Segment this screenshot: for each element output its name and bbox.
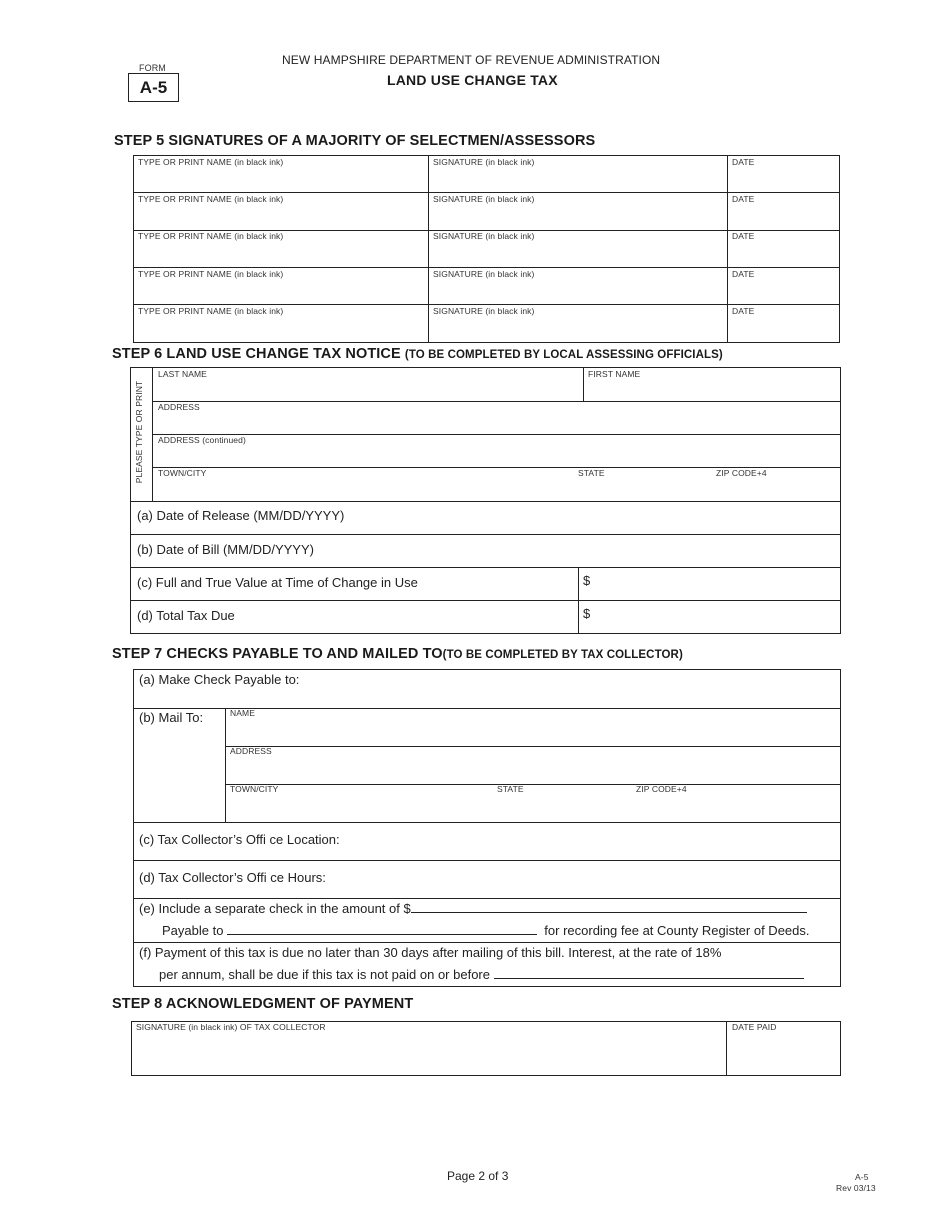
name-field-2[interactable]: TYPE OR PRINT NAME (in black ink) <box>138 194 284 204</box>
please-type-or-print-label: PLEASE TYPE OR PRINT <box>134 380 144 484</box>
tax-collector-signature-field[interactable]: SIGNATURE (in black ink) OF TAX COLLECTOR <box>136 1022 326 1032</box>
zip-code-field[interactable]: ZIP CODE+4 <box>716 468 767 478</box>
signature-field-1[interactable]: SIGNATURE (in black ink) <box>433 157 535 167</box>
agency-name: NEW HAMPSHIRE DEPARTMENT OF REVENUE ADMINISTRATION <box>282 53 661 67</box>
mail-address-field[interactable]: ADDRESS <box>230 746 272 756</box>
recording-fee-payable-field[interactable] <box>227 922 537 935</box>
step8-heading: STEP 8 ACKNOWLEDGMENT OF PAYMENT <box>112 996 414 1012</box>
office-location-field[interactable]: (c) Tax Collector’s Offi ce Location: <box>139 832 340 847</box>
date-field-5[interactable]: DATE <box>732 306 755 316</box>
date-field-2[interactable]: DATE <box>732 194 755 204</box>
payment-due-date-field[interactable] <box>494 966 804 979</box>
name-field-3[interactable]: TYPE OR PRINT NAME (in black ink) <box>138 231 284 241</box>
payment-due-date-line: per annum, shall be due if this tax is not paid on or before <box>159 966 804 982</box>
date-paid-field[interactable]: DATE PAID <box>732 1022 777 1032</box>
make-check-payable-field[interactable]: (a) Make Check Payable to: <box>139 672 300 687</box>
mail-name-field[interactable]: NAME <box>230 708 255 718</box>
separate-check-line: (e) Include a separate check in the amount of $ <box>139 900 807 916</box>
payable-to-line: Payable to for recording fee at County Register of Deeds. <box>162 923 810 938</box>
office-hours-field[interactable]: (d) Tax Collector’s Offi ce Hours: <box>139 870 326 885</box>
step6-notice-table <box>130 367 841 634</box>
signature-field-2[interactable]: SIGNATURE (in black ink) <box>433 194 535 204</box>
step5-heading: STEP 5 SIGNATURES OF A MAJORITY OF SELECTMEN/ASSESSORS <box>114 133 596 149</box>
mail-town-city-field[interactable]: TOWN/CITY <box>230 784 279 794</box>
town-city-field[interactable]: TOWN/CITY <box>158 468 207 478</box>
date-field-4[interactable]: DATE <box>732 269 755 279</box>
footer-revision: Rev 03/13 <box>836 1183 876 1193</box>
state-field[interactable]: STATE <box>578 468 605 478</box>
footer-form-code: A-5 <box>855 1172 869 1182</box>
payment-due-text: (f) Payment of this tax is due no later than 30 days after mailing of this bill. Interest, at the rate of 18% <box>139 945 722 960</box>
date-field-3[interactable]: DATE <box>732 231 755 241</box>
full-true-value-label: (c) Full and True Value at Time of Change in Use <box>137 575 418 590</box>
name-field-5[interactable]: TYPE OR PRINT NAME (in black ink) <box>138 306 284 316</box>
signature-field-3[interactable]: SIGNATURE (in black ink) <box>433 231 535 241</box>
name-field-1[interactable]: TYPE OR PRINT NAME (in black ink) <box>138 157 284 167</box>
first-name-field[interactable]: FIRST NAME <box>588 369 641 379</box>
form-label: FORM <box>139 63 166 73</box>
total-tax-due-field[interactable]: $ <box>583 606 591 621</box>
page-number: Page 2 of 3 <box>447 1169 509 1183</box>
mail-zip-code-field[interactable]: ZIP CODE+4 <box>636 784 687 794</box>
total-tax-due-label: (d) Total Tax Due <box>137 608 235 623</box>
date-field-1[interactable]: DATE <box>732 157 755 167</box>
form-number-box: A-5 <box>128 73 179 102</box>
date-of-release-field[interactable]: (a) Date of Release (MM/DD/YYYY) <box>137 508 345 523</box>
recording-fee-amount-field[interactable] <box>411 900 807 913</box>
form-title: LAND USE CHANGE TAX <box>387 72 558 88</box>
last-name-field[interactable]: LAST NAME <box>158 369 207 379</box>
mail-state-field[interactable]: STATE <box>497 784 524 794</box>
step6-heading: STEP 6 LAND USE CHANGE TAX NOTICE (TO BE COMPLETED BY LOCAL ASSESSING OFFICIALS) <box>112 346 723 362</box>
address-field[interactable]: ADDRESS <box>158 402 200 412</box>
signature-field-4[interactable]: SIGNATURE (in black ink) <box>433 269 535 279</box>
name-field-4[interactable]: TYPE OR PRINT NAME (in black ink) <box>138 269 284 279</box>
date-of-bill-field[interactable]: (b) Date of Bill (MM/DD/YYYY) <box>137 542 314 557</box>
signature-field-5[interactable]: SIGNATURE (in black ink) <box>433 306 535 316</box>
mail-to-label: (b) Mail To: <box>139 710 204 725</box>
address-continued-field[interactable]: ADDRESS (continued) <box>158 435 246 445</box>
full-true-value-field[interactable]: $ <box>583 573 591 588</box>
step7-heading: STEP 7 CHECKS PAYABLE TO AND MAILED TO(TO BE COMPLETED BY TAX COLLECTOR) <box>112 646 683 662</box>
